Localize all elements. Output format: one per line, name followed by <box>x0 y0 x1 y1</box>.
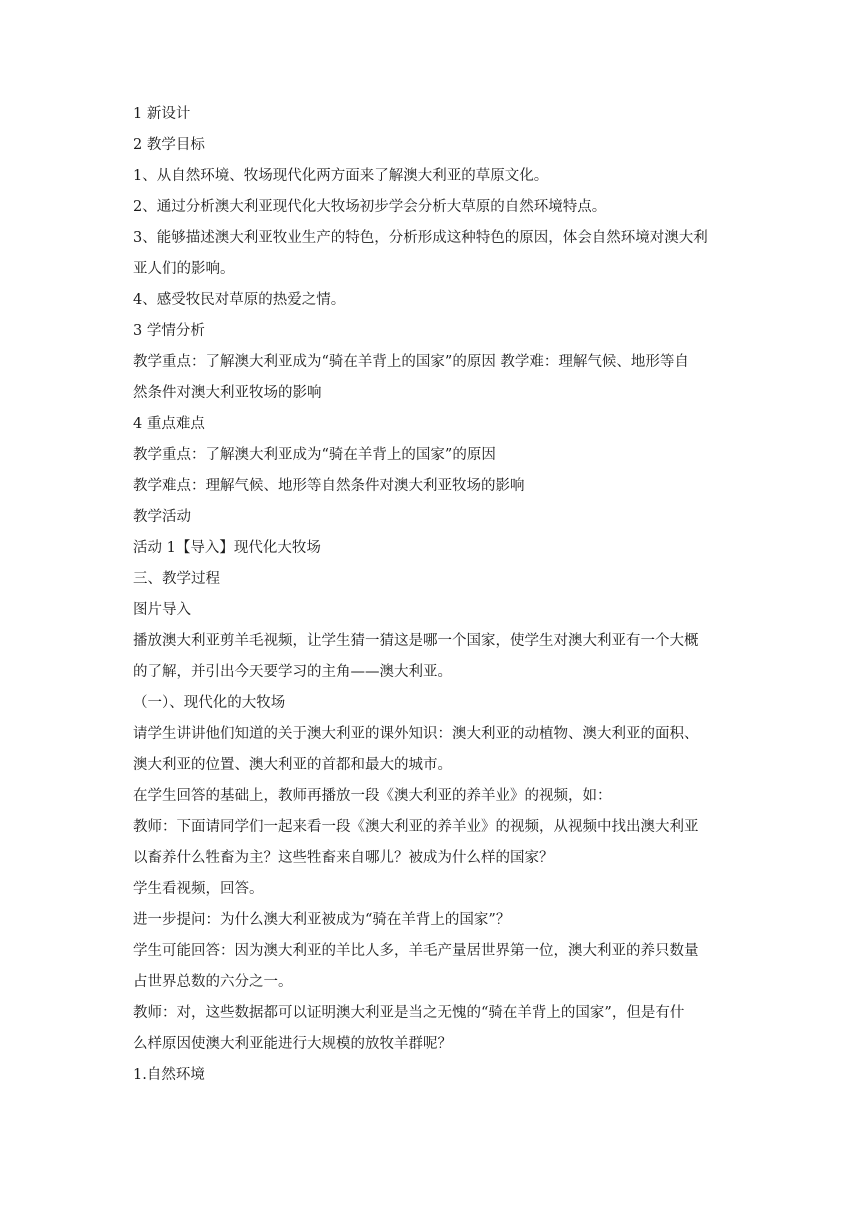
text-line: 教学重点：了解澳大利亚成为“骑在羊背上的国家”的原因 教学难：理解气候、地形等自 <box>133 354 689 370</box>
text-line: 1 新设计 <box>133 106 191 122</box>
text-line: 3 学情分析 <box>133 323 205 339</box>
text-line: 1、从自然环境、牧场现代化两方面来了解澳大利亚的草原文化。 <box>133 168 549 184</box>
text-line: 4 重点难点 <box>133 416 205 432</box>
text-line: 请学生讲讲他们知道的关于澳大利亚的课外知识：澳大利亚的动植物、澳大利亚的面积、 <box>133 726 699 742</box>
text-line: 4、感受牧民对草原的热爱之情。 <box>133 292 346 308</box>
text-line: （一）、现代化的大牧场 <box>133 695 286 711</box>
text-line: 学生可能回答：因为澳大利亚的羊比人多，羊毛产量居世界第一位，澳大利亚的养只数量 <box>133 943 699 959</box>
text-line: 1.自然环境 <box>133 1067 205 1083</box>
text-line: 澳大利亚的位置、澳大利亚的首都和最大的城市。 <box>133 757 452 773</box>
text-line: 活动 1【导入】现代化大牧场 <box>133 540 321 556</box>
text-line: 进一步提问：为什么澳大利亚被成为“骑在羊背上的国家”？ <box>133 912 511 928</box>
text-line: 亚人们的影响。 <box>133 261 235 277</box>
text-line: 播放澳大利亚剪羊毛视频，让学生猜一猜这是哪一个国家，使学生对澳大利亚有一个大概 <box>133 633 699 649</box>
text-line: 图片导入 <box>133 602 191 618</box>
text-line: 教师：下面请同学们一起来看一段《澳大利亚的养羊业》的视频，从视频中找出澳大利亚 <box>133 819 699 835</box>
text-line: 然条件对澳大利亚牧场的影响 <box>133 385 322 401</box>
text-line: 教学活动 <box>133 509 191 525</box>
document-body <box>133 99 733 1091</box>
text-line: 3、能够描述澳大利亚牧业生产的特色，分析形成这种特色的原因，体会自然环境对澳大利 <box>133 230 708 246</box>
text-line: 的了解，并引出今天要学习的主角——澳大利亚。 <box>133 664 452 680</box>
text-line: 教学难点：理解气候、地形等自然条件对澳大利亚牧场的影响 <box>133 478 525 494</box>
text-line: 教师：对，这些数据都可以证明澳大利亚是当之无愧的“骑在羊背上的国家”，但是有什 <box>133 1005 685 1021</box>
text-line: 占世界总数的六分之一。 <box>133 974 293 990</box>
text-line: 以畜养什么牲畜为主？这些牲畜来自哪儿？被成为什么样的国家？ <box>133 850 554 866</box>
text-line: 么样原因使澳大利亚能进行大规模的放牧羊群呢？ <box>133 1036 452 1052</box>
text-line: 学生看视频，回答。 <box>133 881 264 897</box>
text-line: 2、通过分析澳大利亚现代化大牧场初步学会分析大草原的自然环境特点。 <box>133 199 607 215</box>
text-line: 在学生回答的基础上，教师再播放一段《澳大利亚的养羊业》的视频，如： <box>133 788 612 804</box>
text-line: 2 教学目标 <box>133 137 205 153</box>
text-line: 三、教学过程 <box>133 571 220 587</box>
text-line: 教学重点：了解澳大利亚成为“骑在羊背上的国家”的原因 <box>133 447 496 463</box>
